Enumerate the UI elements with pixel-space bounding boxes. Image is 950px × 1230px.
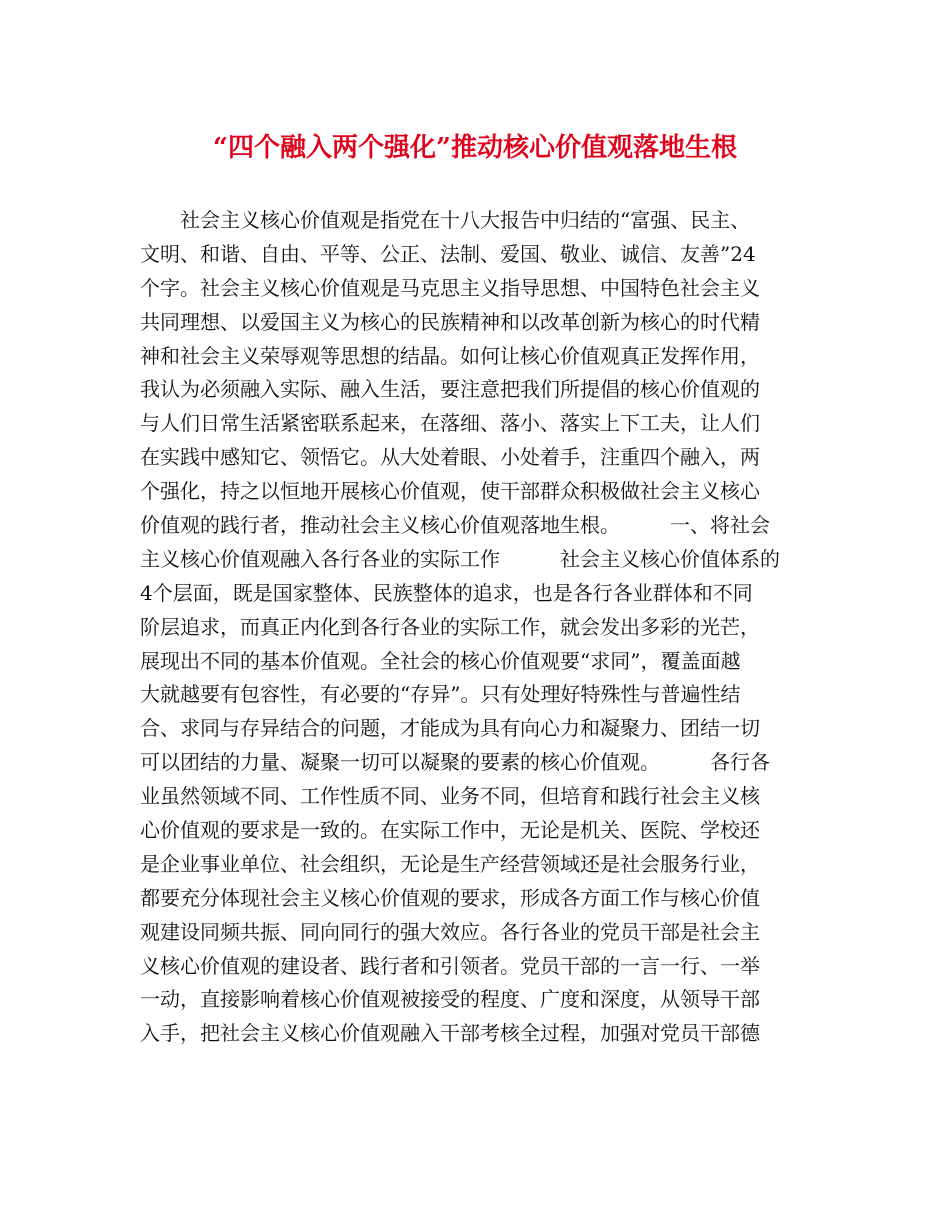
body-text-line: 个强化，持之以恒地开展核心价值观，使干部群众积极做社会主义核心 (140, 479, 760, 504)
body-text-line: 4个层面，既是国家整体、民族整体的追求，也是各行各业群体和不同 (140, 580, 753, 605)
body-text-line: 价值观的践行者，推动社会主义核心价值观落地生根。 一、将社会 (140, 513, 770, 538)
body-text-line: 都要充分体现社会主义核心价值观的要求，形成各方面工作与核心价值 (140, 885, 760, 910)
body-text-line: 业虽然领域不同、工作性质不同、业务不同，但培育和践行社会主义核 (140, 784, 760, 809)
body-text-line: 观建设同频共振、同向同行的强大效应。各行各业的党员干部是社会主 (140, 919, 760, 944)
body-text-line: 我认为必须融入实际、融入生活，要注意把我们所提倡的核心价值观的 (140, 377, 760, 402)
body-text-line: 与人们日常生活紧密联系起来，在落细、落小、落实上下工夫，让人们 (140, 411, 760, 436)
body-text-line: 神和社会主义荣辱观等思想的结晶。如何让核心价值观真正发挥作用， (140, 343, 760, 368)
body-text-line: 入手，把社会主义核心价值观融入干部考核全过程，加强对党员干部德 (140, 1021, 760, 1046)
document-body (140, 204, 820, 1051)
document-title: “四个融入两个强化”推动核心价值观落地生根 (213, 133, 737, 163)
body-text-line: 可以团结的力量、凝聚一切可以凝聚的要素的核心价值观。 各行各 (140, 750, 770, 775)
body-text-line: 个字。社会主义核心价值观是马克思主义指导思想、中国特色社会主义 (140, 275, 760, 300)
body-text-line: 展现出不同的基本价值观。全社会的核心价值观要“求同”，覆盖面越 (140, 648, 741, 673)
body-text-line: 是企业事业单位、社会组织，无论是生产经营领域还是社会服务行业， (140, 851, 760, 876)
body-text-line: 在实践中感知它、领悟它。从大处着眼、小处着手，注重四个融入，两 (140, 445, 760, 470)
body-text-line: 主义核心价值观融入各行各业的实际工作 社会主义核心价值体系的 (140, 546, 780, 571)
body-text-line: 心价值观的要求是一致的。在实际工作中，无论是机关、医院、学校还 (140, 818, 760, 843)
body-text-line: 社会主义核心价值观是指党在十八大报告中归结的“富强、民主、 (140, 208, 751, 232)
body-text-line: 合、求同与存异结合的问题，才能成为具有向心力和凝聚力、团结一切 (140, 716, 760, 741)
body-text-line: 阶层追求，而真正内化到各行各业的实际工作，就会发出多彩的光芒， (140, 614, 760, 639)
body-text-line: 文明、和谐、自由、平等、公正、法制、爱国、敬业、诚信、友善”24 (140, 241, 756, 266)
body-text-line: 共同理想、以爱国主义为核心的民族精神和以改革创新为核心的时代精 (140, 309, 760, 334)
body-text-line: 一动，直接影响着核心价值观被接受的程度、广度和深度，从领导干部 (140, 987, 760, 1012)
body-text-line: 大就越要有包容性，有必要的“存异”。只有处理好特殊性与普遍性结 (140, 682, 741, 707)
body-text-line: 义核心价值观的建设者、践行者和引领者。党员干部的一言一行、一举 (140, 953, 760, 978)
